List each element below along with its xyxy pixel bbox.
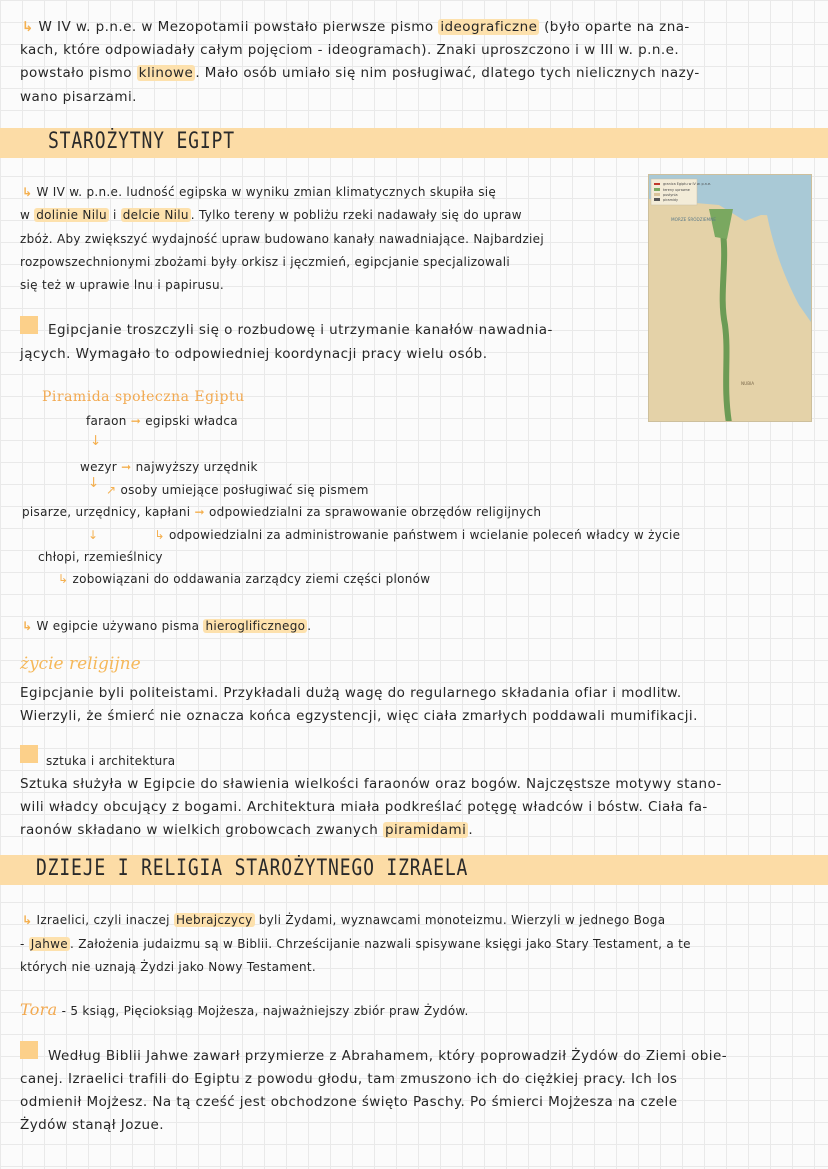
- pyramid-wezyr-row: wezyr ➞ najwyższy urzędnik: [80, 460, 258, 474]
- israel-p1-line-2: - Jahwe . Założenia judaizmu są w Biblii. Chrześcijanie nazwali spisywane księgi jako Stary Testament, a te: [20, 937, 691, 951]
- israel-p2-line-2: canej. Izraelici trafili do Egiptu z powodu głodu, tam zmuszono ich do ciężkiej pracy. Ich los: [20, 1071, 678, 1087]
- highlight-hebrajczycy: Hebrajczycy: [175, 913, 253, 927]
- religion-line-1: Egipcjanie byli politeistami. Przykładali dużą wagę do regularnego składania ofiar i modlitw.: [20, 685, 682, 701]
- arrow-down-icon: ↓: [90, 433, 102, 449]
- egypt-map-graphic: [649, 175, 812, 422]
- highlight-klinowe: klinowe: [138, 65, 194, 81]
- israel-p2-line-4: Żydów stanął Jozue.: [20, 1117, 164, 1133]
- arrow-right-icon: ↗: [106, 483, 117, 497]
- egypt-p2-line-1: Egipcjanie troszczyli się o rozbudowę i utrzymanie kanałów nawadnia-: [48, 322, 553, 338]
- pyramid-pisarze-desc: ↗ osoby umiejące posługiwać się pismem: [106, 483, 369, 497]
- highlight-hieroglificznego: hieroglificznego: [205, 619, 306, 633]
- highlight-jahwe: Jahwe: [30, 937, 68, 951]
- arrow-right-icon: ↳: [58, 572, 69, 586]
- egypt-p1-line-5: się też w uprawie lnu i papirusu.: [20, 278, 225, 292]
- israel-p1-line-3: których nie uznają Żydzi jako Nowy Testament.: [20, 960, 317, 974]
- intro-line-1: ↳ W IV w. p.n.e. w Mezopotamii powstało pierwsze pismo ideograficzne (było oparte na zna-: [22, 19, 690, 35]
- egypt-p1-line-4: rozpowszechnionymi zbożami były orkisz i jęczmień, egipcjanie specjalizowali: [20, 255, 511, 269]
- israel-heading: DZIEJE I RELIGIA STAROŻYTNEGO IZRAELA: [36, 856, 469, 881]
- arrow-icon: ↳: [22, 913, 33, 927]
- map-legend-0: granica Egiptu w IV w. p.n.e.: [663, 182, 712, 186]
- tora-word: Tora: [20, 1000, 58, 1019]
- pyramid-pisarze-row-2: ↓ ↳ odpowiedzialni za administrowanie państwem i wcielanie poleceń władcy w życie: [88, 528, 681, 542]
- map-legend-3: piramidy: [663, 198, 678, 202]
- bullet-square-icon: [20, 316, 38, 334]
- map-label-nubia: NUBIA: [741, 381, 755, 386]
- israel-p1-line-1: ↳ Izraelici, czyli inaczej Hebrajczycy byli Żydami, wyznawcami monoteizmu. Wierzyli w jednego Boga: [22, 913, 666, 927]
- art-line-3: raonów składano w wielkich grobowcach zwanych piramidami .: [20, 822, 474, 838]
- religion-title: życie religijne: [20, 654, 141, 674]
- religion-line-2: Wierzyli, że śmierć nie oznacza końca egzystencji, więc ciała zmarłych poddawali mumifikacji.: [20, 708, 698, 724]
- arrow-right-icon: ➞: [194, 505, 205, 519]
- arrow-down-icon: ↓: [88, 528, 99, 542]
- arrow-right-icon: ↳: [154, 528, 165, 542]
- egypt-writing-line: ↳ W egipcie używano pisma hieroglificznego .: [22, 619, 312, 633]
- intro-line-3: powstało pismo klinowe . Mało osób umiało się nim posługiwać, dlatego tych nielicznych nazy-: [20, 65, 700, 81]
- arrow-icon: ↳: [22, 185, 33, 199]
- art-line-2: wili władcy obcujący z bogami. Architektura miała podkreślać potęgę władców i bóstw. Ciała fa-: [20, 799, 708, 815]
- map-legend-1: tereny uprawne: [663, 188, 690, 192]
- pyramid-title: Piramida społeczna Egiptu: [42, 389, 245, 405]
- art-line-1: Sztuka służyła w Egipcie do sławienia wielkości faraonów oraz bogów. Najczęstsze motywy stano-: [20, 776, 722, 792]
- pyramid-chlopi-desc: ↳ zobowiązani do oddawania zarządcy ziemi części plonów: [58, 572, 431, 586]
- egypt-p2-line-2: jących. Wymagało to odpowiedniej koordynacji pracy wielu osób.: [20, 346, 488, 362]
- bullet-square-icon: [20, 745, 38, 763]
- israel-p2-line-3: odmienił Mojżesz. Na tą cześć jest obchodzone święto Paschy. Po śmierci Mojżesza na czele: [20, 1094, 678, 1110]
- arrow-down-icon: ↓: [88, 475, 100, 491]
- pyramid-chlopi-row: chłopi, rzemieślnicy: [38, 550, 163, 564]
- bullet-square-icon: [20, 1041, 38, 1059]
- arrow-right-icon: ➞: [121, 460, 132, 474]
- highlight-dolinie-nilu: dolinie Nilu: [36, 208, 107, 222]
- map-legend-2: pustynia: [663, 193, 678, 197]
- egypt-heading: STAROŻYTNY EGIPT: [48, 129, 235, 154]
- egypt-map: [648, 174, 812, 422]
- arrow-icon: ↳: [22, 619, 33, 633]
- highlight-delcie-nilu: delcie Nilu: [122, 208, 189, 222]
- pyramid-faraon-row: faraon ➞ egipski władca: [86, 414, 238, 428]
- egypt-p1-line-1: ↳ W IV w. p.n.e. ludność egipska w wyniku zmian klimatycznych skupiła się: [22, 185, 497, 199]
- art-title: sztuka i architektura: [46, 754, 176, 768]
- pyramid-pisarze-row: pisarze, urzędnicy, kapłani ➞ odpowiedzialni za sprawowanie obrzędów religijnych: [22, 505, 542, 519]
- egypt-p1-line-2: w dolinie Nilu i delcie Nilu . Tylko tereny w pobliżu rzeki nadawały się do upraw: [20, 208, 522, 222]
- highlight-ideograficzne: ideograficzne: [440, 19, 538, 35]
- intro-line-4: wano pisarzami.: [20, 89, 137, 105]
- map-label-sea: MORZE ŚRÓDZIEMNE: [671, 217, 716, 222]
- highlight-piramidami: piramidami: [385, 822, 467, 838]
- tora-line: Tora - 5 ksiąg, Pięcioksiąg Mojżesza, najważniejszy zbiór praw Żydów.: [20, 1000, 469, 1019]
- israel-p2-line-1: Według Biblii Jahwe zawarł przymierze z Abrahamem, który poprowadził Żydów do Ziemi obie-: [48, 1048, 728, 1064]
- intro-line-2: kach, które odpowiadały całym pojęciom - ideogramach). Znaki uproszczono i w III w. p.n.e.: [20, 42, 680, 58]
- egypt-p1-line-3: zbóż. Aby zwiększyć wydajność upraw budowano kanały nawadniające. Najbardziej: [20, 232, 544, 246]
- arrow-right-icon: ➞: [130, 414, 142, 428]
- arrow-icon: ↳: [22, 19, 34, 35]
